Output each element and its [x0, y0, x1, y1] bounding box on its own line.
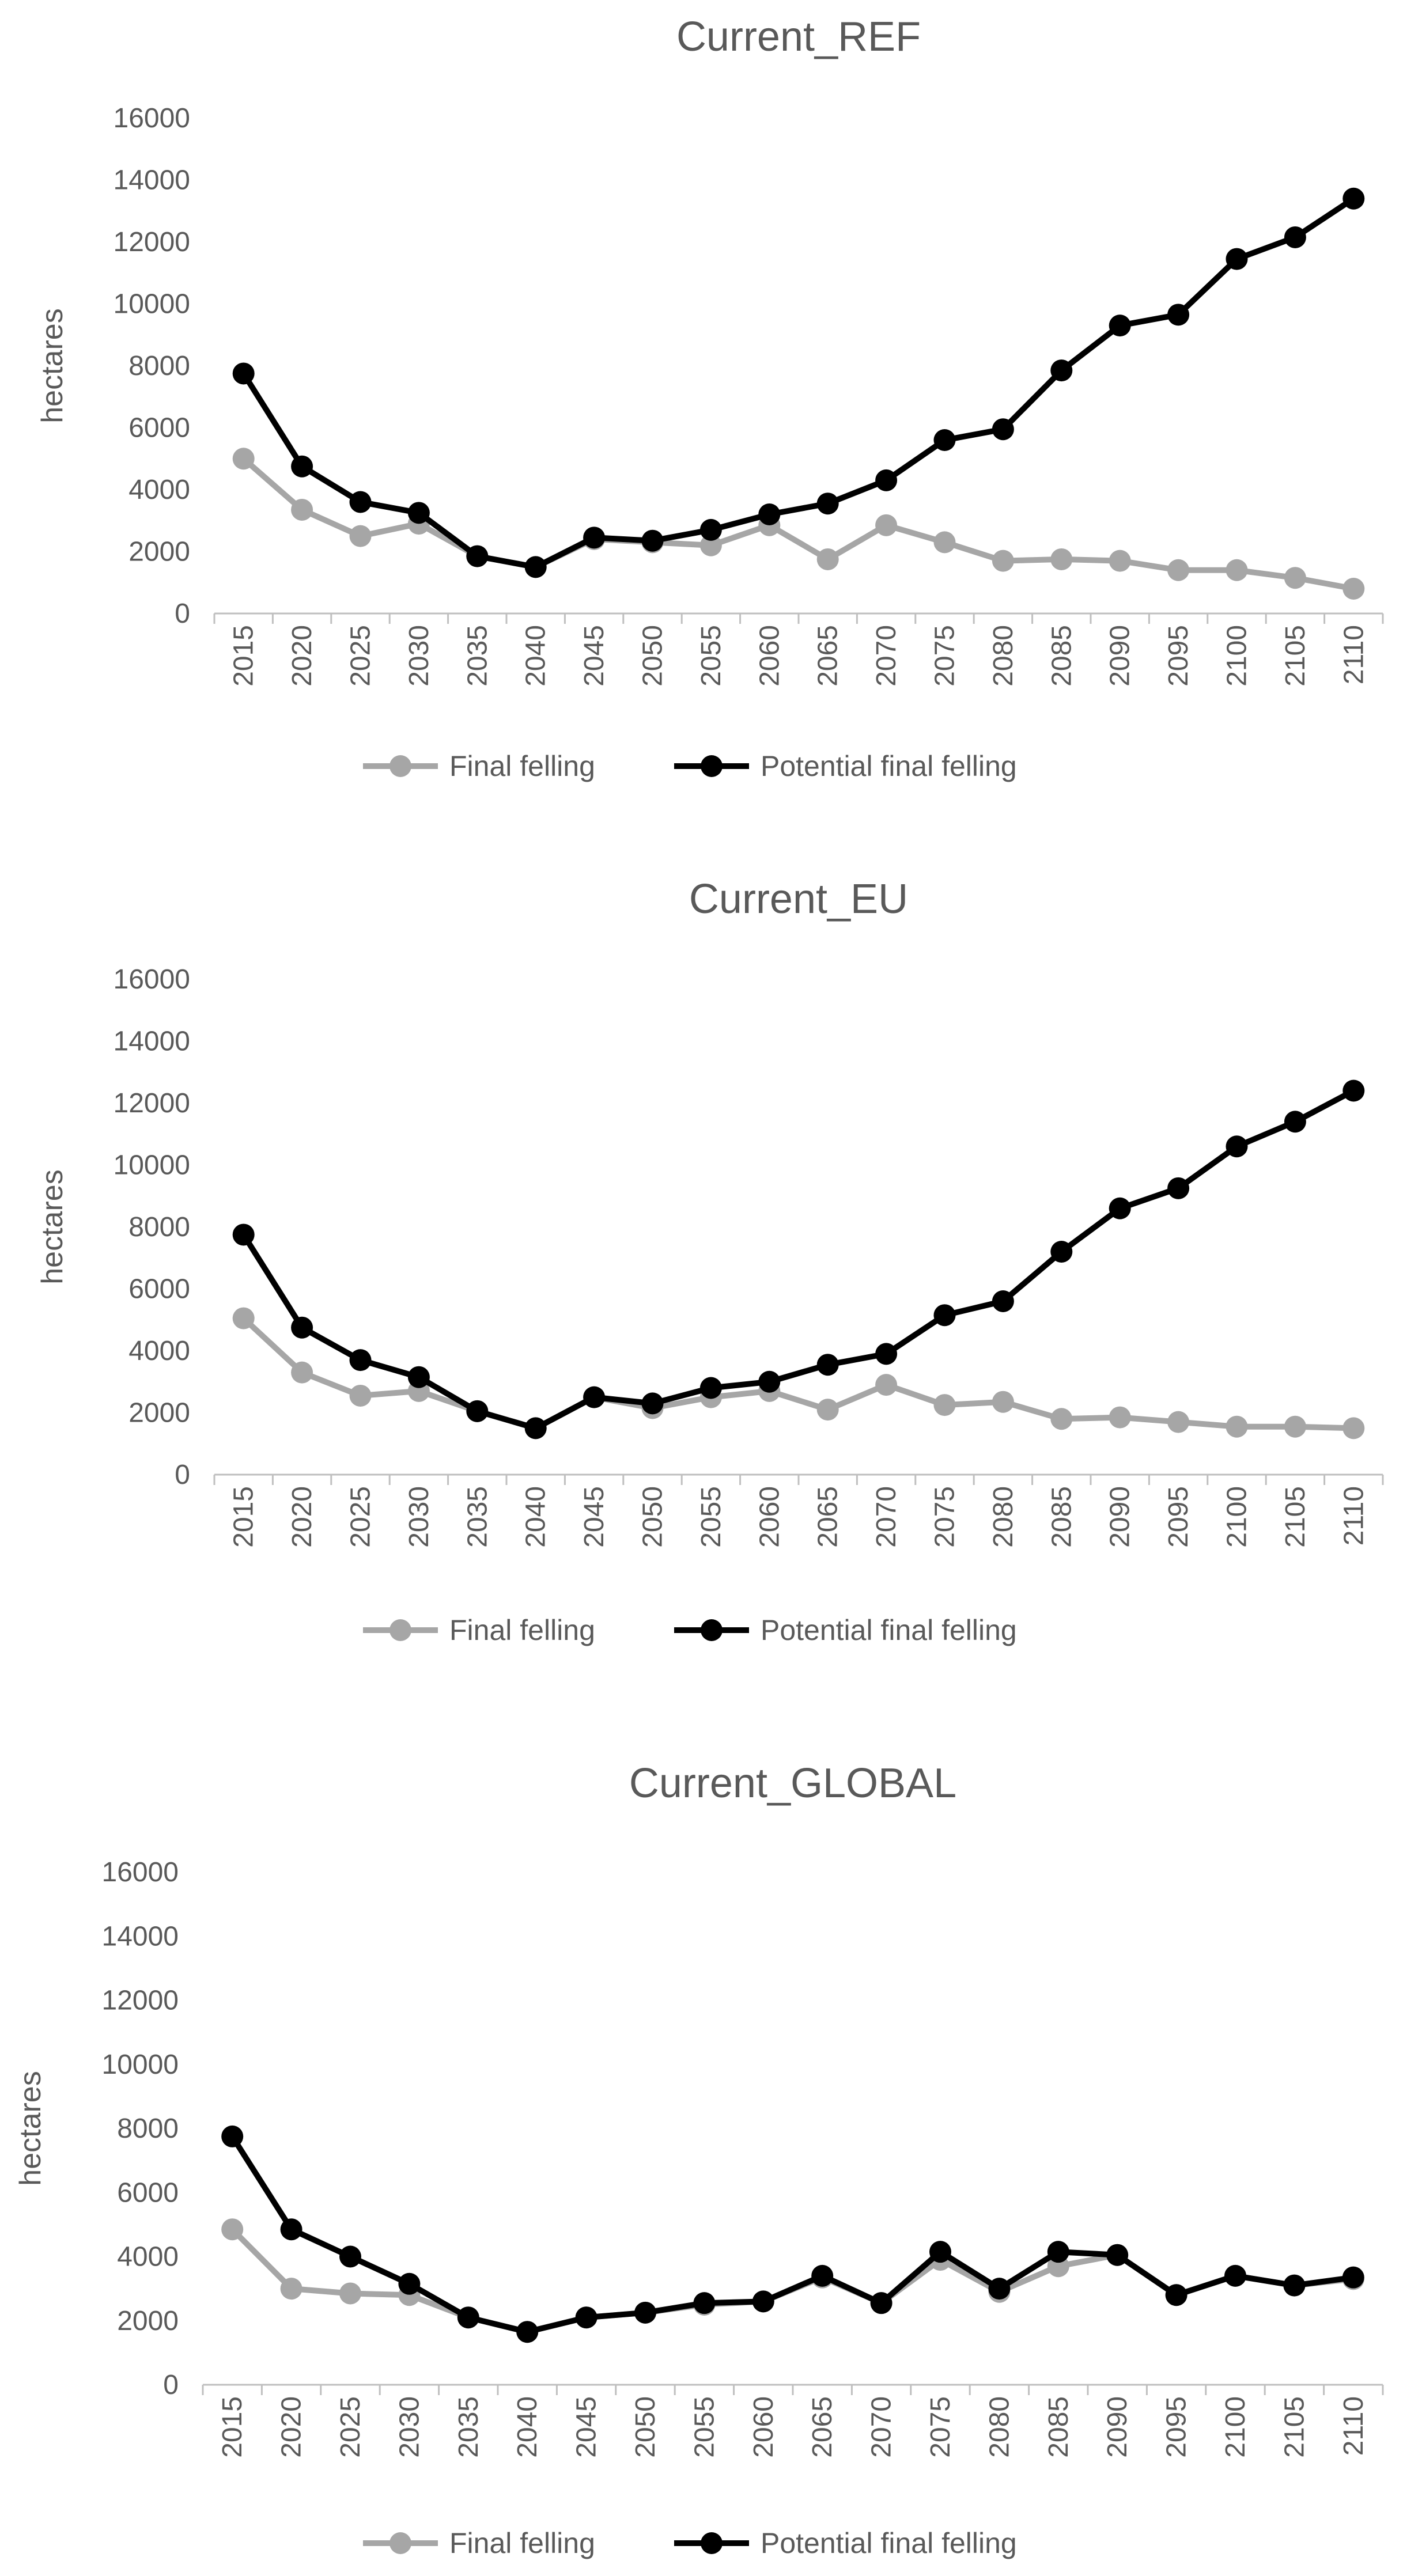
- x-tick-label: 2070: [871, 1486, 902, 1548]
- y-tick-label: 16000: [113, 964, 190, 995]
- series-2-point: [1284, 226, 1306, 248]
- series-2-point: [871, 2292, 892, 2314]
- x-tick-label: 2040: [520, 1486, 551, 1548]
- series-1-point: [1226, 559, 1248, 581]
- y-tick-label: 4000: [128, 1336, 190, 1366]
- x-tick-label: 2100: [1221, 1486, 1253, 1548]
- chart-title: Current_REF: [676, 14, 921, 60]
- y-tick-label: 6000: [117, 2177, 179, 2208]
- x-tick-label: 2070: [871, 625, 902, 687]
- x-tick-label: 2070: [866, 2396, 897, 2458]
- series-2-point: [700, 1377, 722, 1399]
- series-2-point: [1166, 2284, 1187, 2306]
- legend-label-final: Final felling: [449, 2527, 595, 2559]
- series-1-point: [291, 1362, 313, 1384]
- y-axis-label: hectares: [36, 1169, 69, 1285]
- y-tick-label: 4000: [128, 475, 190, 505]
- x-tick-label: 2100: [1220, 2396, 1251, 2458]
- x-tick-label: 2015: [228, 1486, 259, 1548]
- y-tick-label: 6000: [128, 412, 190, 444]
- x-tick-label: 2095: [1161, 2396, 1192, 2458]
- x-tick-label: 2085: [1046, 1486, 1077, 1548]
- series-1-point: [1109, 550, 1131, 572]
- series-2-point: [233, 362, 255, 384]
- y-tick-label: 0: [163, 2370, 179, 2400]
- x-tick-label: 2090: [1105, 1486, 1136, 1548]
- series-1-point: [1167, 1411, 1189, 1433]
- series-1-point: [1284, 1416, 1306, 1438]
- y-tick-label: 12000: [113, 227, 190, 257]
- series-1-point: [817, 548, 839, 570]
- chart-panel-2: [36, 876, 1383, 1646]
- series-1-point: [221, 2218, 243, 2240]
- chart-panel-3: [14, 1760, 1383, 2559]
- series-2-point: [525, 556, 547, 578]
- legend-marker-potential: [701, 755, 723, 777]
- series-2-point: [516, 2321, 538, 2343]
- series-2-point: [339, 2246, 361, 2268]
- x-tick-label: 2080: [984, 2396, 1015, 2458]
- series-2-point: [752, 2290, 774, 2312]
- series-2-point: [1284, 1111, 1306, 1132]
- x-tick-label: 2035: [462, 1486, 493, 1548]
- x-tick-label: 2055: [695, 1486, 727, 1548]
- x-tick-label: 2035: [453, 2396, 484, 2458]
- y-tick-label: 14000: [113, 1026, 190, 1057]
- series-2-point: [817, 1354, 839, 1376]
- x-tick-label: 2020: [287, 1486, 318, 1548]
- series-1-point: [281, 2278, 302, 2300]
- series-2-point: [992, 1290, 1014, 1312]
- x-tick-label: 2075: [925, 2396, 956, 2458]
- series-1-point: [1109, 1407, 1131, 1429]
- series-2-point: [1342, 1080, 1364, 1102]
- x-tick-label: 2090: [1105, 625, 1136, 687]
- x-tick-label: 2030: [394, 2396, 425, 2458]
- y-tick-label: 10000: [101, 2049, 179, 2080]
- series-2-point: [642, 530, 664, 552]
- y-tick-label: 14000: [113, 165, 190, 196]
- x-tick-label: 2020: [287, 625, 318, 687]
- x-tick-label: 2060: [754, 1486, 785, 1548]
- series-2-point: [642, 1392, 664, 1414]
- x-tick-label: 2105: [1280, 1486, 1311, 1548]
- x-tick-label: 2030: [403, 625, 434, 687]
- chart-panel-1: [36, 14, 1383, 782]
- x-tick-label: 2075: [929, 625, 960, 687]
- series-2-point: [700, 519, 722, 541]
- x-tick-label: 2050: [630, 2396, 661, 2458]
- legend-label-final: Final felling: [449, 750, 595, 782]
- series-2-point: [221, 2126, 243, 2147]
- series-2-point: [934, 429, 956, 451]
- series-2-point: [291, 456, 313, 478]
- series-2-point: [811, 2265, 833, 2287]
- x-tick-label: 2105: [1279, 2396, 1310, 2458]
- legend-marker-potential: [701, 1619, 723, 1641]
- x-tick-label: 2080: [988, 1486, 1019, 1548]
- series-1-point: [817, 1399, 839, 1420]
- x-tick-label: 2045: [571, 2396, 602, 2458]
- x-tick-label: 2040: [512, 2396, 543, 2458]
- series-2-point: [1224, 2265, 1246, 2287]
- legend-label-potential: Potential final felling: [761, 2527, 1017, 2559]
- series-2-point: [1106, 2244, 1128, 2266]
- x-tick-label: 2085: [1046, 625, 1077, 687]
- x-tick-label: 2065: [812, 625, 844, 687]
- series-2-point: [466, 545, 488, 567]
- series-1-point: [291, 499, 313, 521]
- series-2-point: [1109, 315, 1131, 336]
- series-1-point: [233, 448, 255, 469]
- y-tick-label: 10000: [113, 1150, 190, 1181]
- series-1-point: [875, 514, 897, 536]
- series-1-point: [875, 1374, 897, 1396]
- series-2-point: [992, 418, 1014, 440]
- x-tick-label: 2095: [1163, 1486, 1194, 1548]
- x-tick-label: 2030: [403, 1486, 434, 1548]
- x-tick-label: 2025: [335, 2396, 366, 2458]
- x-tick-label: 2065: [807, 2396, 838, 2458]
- x-tick-label: 2100: [1221, 625, 1253, 687]
- series-1-point: [233, 1308, 255, 1329]
- series-1-point: [934, 1394, 956, 1416]
- legend-label-final: Final felling: [449, 1614, 595, 1646]
- series-2-point: [233, 1223, 255, 1245]
- series-2-point: [576, 2306, 597, 2328]
- x-tick-label: 2065: [812, 1486, 844, 1548]
- series-line-2: [232, 2136, 1353, 2332]
- y-tick-label: 16000: [101, 1857, 179, 1888]
- series-1-point: [1167, 559, 1189, 581]
- series-2-point: [693, 2292, 715, 2314]
- y-tick-label: 14000: [101, 1921, 179, 1952]
- x-tick-label: 2035: [462, 625, 493, 687]
- x-tick-label: 2080: [988, 625, 1019, 687]
- x-tick-label: 2055: [695, 625, 727, 687]
- x-tick-label: 2015: [228, 625, 259, 687]
- x-tick-label: 2090: [1102, 2396, 1133, 2458]
- legend-marker-potential: [701, 2532, 723, 2554]
- y-tick-label: 16000: [113, 103, 190, 134]
- x-tick-label: 2075: [929, 1486, 960, 1548]
- chart-title: Current_GLOBAL: [629, 1760, 957, 1806]
- series-1-point: [934, 531, 956, 553]
- x-tick-label: 2095: [1163, 625, 1194, 687]
- y-tick-label: 4000: [117, 2241, 179, 2272]
- series-2-point: [817, 493, 839, 514]
- legend-marker-final: [389, 1619, 411, 1641]
- x-tick-label: 2045: [579, 625, 610, 687]
- x-tick-label: 2020: [276, 2396, 307, 2458]
- series-2-point: [988, 2278, 1010, 2300]
- y-tick-label: 2000: [117, 2305, 179, 2336]
- series-2-point: [634, 2302, 656, 2324]
- series-2-point: [758, 1371, 780, 1393]
- y-axis-label: hectares: [36, 308, 69, 423]
- y-tick-label: 12000: [101, 1985, 179, 2016]
- x-tick-label: 2050: [637, 1486, 668, 1548]
- series-1-point: [350, 525, 372, 547]
- series-2-point: [1050, 359, 1072, 381]
- series-2-point: [466, 1400, 488, 1422]
- x-tick-label: 2025: [345, 1486, 376, 1548]
- series-2-point: [398, 2273, 420, 2295]
- series-2-point: [457, 2306, 479, 2328]
- y-tick-label: 10000: [113, 289, 190, 320]
- series-2-point: [525, 1417, 547, 1439]
- series-2-point: [1342, 2267, 1364, 2289]
- series-2-point: [291, 1317, 313, 1339]
- series-2-point: [934, 1304, 956, 1326]
- series-1-point: [1226, 1416, 1248, 1438]
- series-2-point: [281, 2218, 302, 2240]
- series-2-point: [1050, 1241, 1072, 1263]
- series-1-point: [992, 1391, 1014, 1413]
- chart-title: Current_EU: [689, 876, 909, 922]
- x-tick-label: 2045: [579, 1486, 610, 1548]
- x-tick-label: 2015: [217, 2396, 248, 2458]
- x-tick-label: 2105: [1280, 625, 1311, 687]
- series-2-point: [1109, 1198, 1131, 1219]
- y-tick-label: 12000: [113, 1088, 190, 1119]
- series-1-point: [1050, 548, 1072, 570]
- y-tick-label: 0: [175, 598, 190, 629]
- y-tick-label: 8000: [128, 1212, 190, 1242]
- y-axis-label: hectares: [14, 2071, 47, 2186]
- series-2-point: [350, 1349, 372, 1371]
- series-2-point: [583, 1387, 605, 1408]
- x-tick-label: 2060: [748, 2396, 779, 2458]
- series-1-point: [1284, 567, 1306, 589]
- x-tick-label: 2110: [1338, 2396, 1369, 2456]
- series-2-point: [408, 1366, 430, 1388]
- series-2-point: [350, 491, 372, 513]
- x-tick-label: 2060: [754, 625, 785, 687]
- series-1-point: [350, 1385, 372, 1407]
- series-1-point: [1342, 1417, 1364, 1439]
- x-tick-label: 2110: [1338, 1486, 1370, 1546]
- series-2-point: [583, 526, 605, 548]
- x-tick-label: 2025: [345, 625, 376, 687]
- series-2-point: [875, 469, 897, 491]
- series-2-point: [1167, 1177, 1189, 1199]
- series-2-point: [1226, 248, 1248, 270]
- series-1-point: [992, 550, 1014, 572]
- series-2-point: [1226, 1135, 1248, 1157]
- x-tick-label: 2085: [1043, 2396, 1074, 2458]
- legend-label-potential: Potential final felling: [761, 750, 1017, 782]
- legend-marker-final: [389, 2532, 411, 2554]
- series-1-point: [1050, 1408, 1072, 1430]
- x-tick-label: 2055: [689, 2396, 720, 2458]
- series-2-point: [758, 503, 780, 525]
- series-1-point: [339, 2282, 361, 2304]
- series-1-point: [1342, 578, 1364, 600]
- legend-marker-final: [389, 755, 411, 777]
- y-tick-label: 8000: [117, 2113, 179, 2144]
- y-tick-label: 8000: [128, 351, 190, 381]
- series-2-point: [1342, 188, 1364, 210]
- y-tick-label: 2000: [128, 1397, 190, 1429]
- legend-label-potential: Potential final felling: [761, 1614, 1017, 1646]
- series-2-point: [1047, 2241, 1069, 2263]
- series-2-point: [1167, 304, 1189, 325]
- y-tick-label: 0: [175, 1460, 190, 1490]
- x-tick-label: 2110: [1338, 625, 1370, 685]
- x-tick-label: 2050: [637, 625, 668, 687]
- x-tick-label: 2040: [520, 625, 551, 687]
- series-2-point: [1283, 2275, 1305, 2297]
- series-2-point: [408, 502, 430, 524]
- y-tick-label: 2000: [128, 536, 190, 567]
- series-2-point: [875, 1343, 897, 1365]
- series-2-point: [929, 2241, 951, 2263]
- y-tick-label: 6000: [128, 1274, 190, 1305]
